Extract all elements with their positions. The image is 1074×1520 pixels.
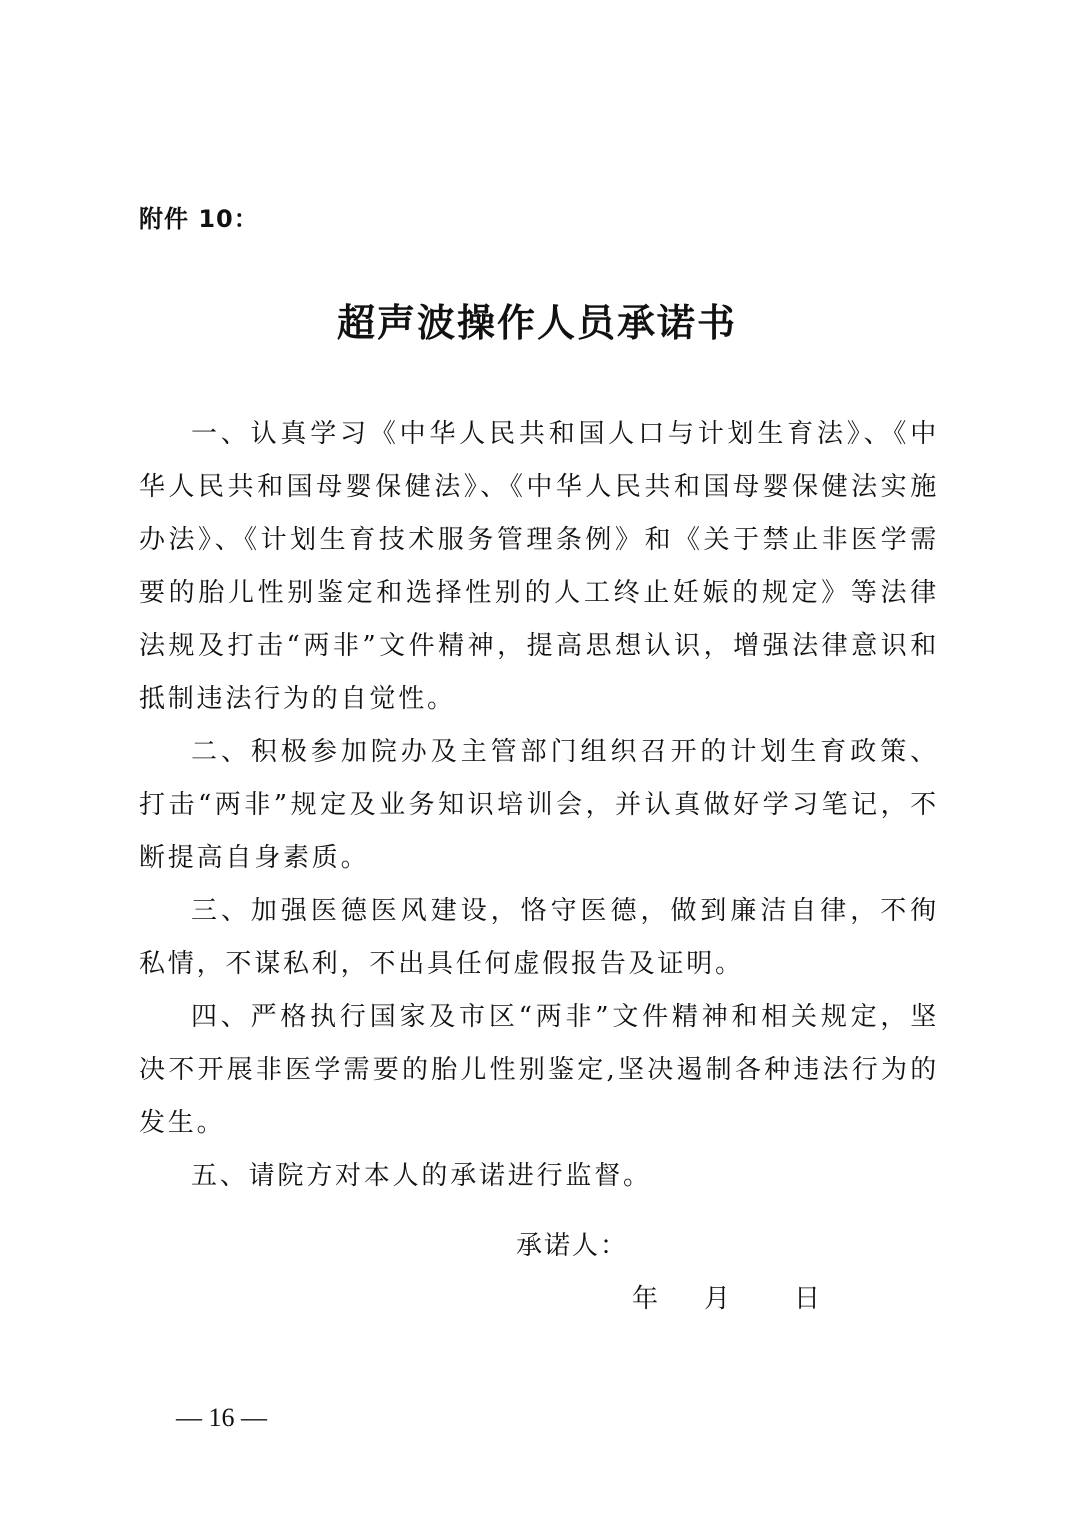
- signer-label: 承诺人：: [516, 1231, 629, 1261]
- clause-3: 三、加强医德医风建设，恪守医德，做到廉洁自律，不徇私情，不谋私利，不出具任何虚假报告及证明。: [139, 896, 939, 979]
- clause-5: 五、请院方对本人的承诺进行监督。: [191, 1161, 652, 1191]
- clause-4: 四、严格执行国家及市区“两非”文件精神和相关规定，坚决不开展非医学需要的胎儿性别鉴定,坚决遏制各种违法行为的发生。: [139, 1002, 939, 1138]
- clause-2: 二、积极参加院办及主管部门组织召开的计划生育政策、打击“两非”规定及业务知识培训会，并认真做好学习笔记，不断提高自身素质。: [139, 737, 939, 873]
- clause-1: 一、认真学习《中华人民共和国人口与计划生育法》、《中华人民共和国母婴保健法》、《中华人民共和国母婴保健法实施办法》、《计划生育技术服务管理条例》和《关于禁止非医学需要的胎儿性别鉴定和选择性别的人工终止妊娠的规定》等法律法规及打击“两非”文件精神，提高思想认识，增强法律意识和抵制违法行为的自觉性。: [139, 419, 939, 714]
- year-label: 年: [632, 1284, 659, 1314]
- document-title: 超声波操作人员承诺书: [336, 300, 737, 345]
- month-label: 月: [704, 1284, 731, 1314]
- attachment-label: 附件 10：: [139, 205, 259, 233]
- day-label: 日: [794, 1284, 821, 1314]
- page-number: — 16 —: [176, 1403, 267, 1432]
- document-body: [139, 408, 939, 1203]
